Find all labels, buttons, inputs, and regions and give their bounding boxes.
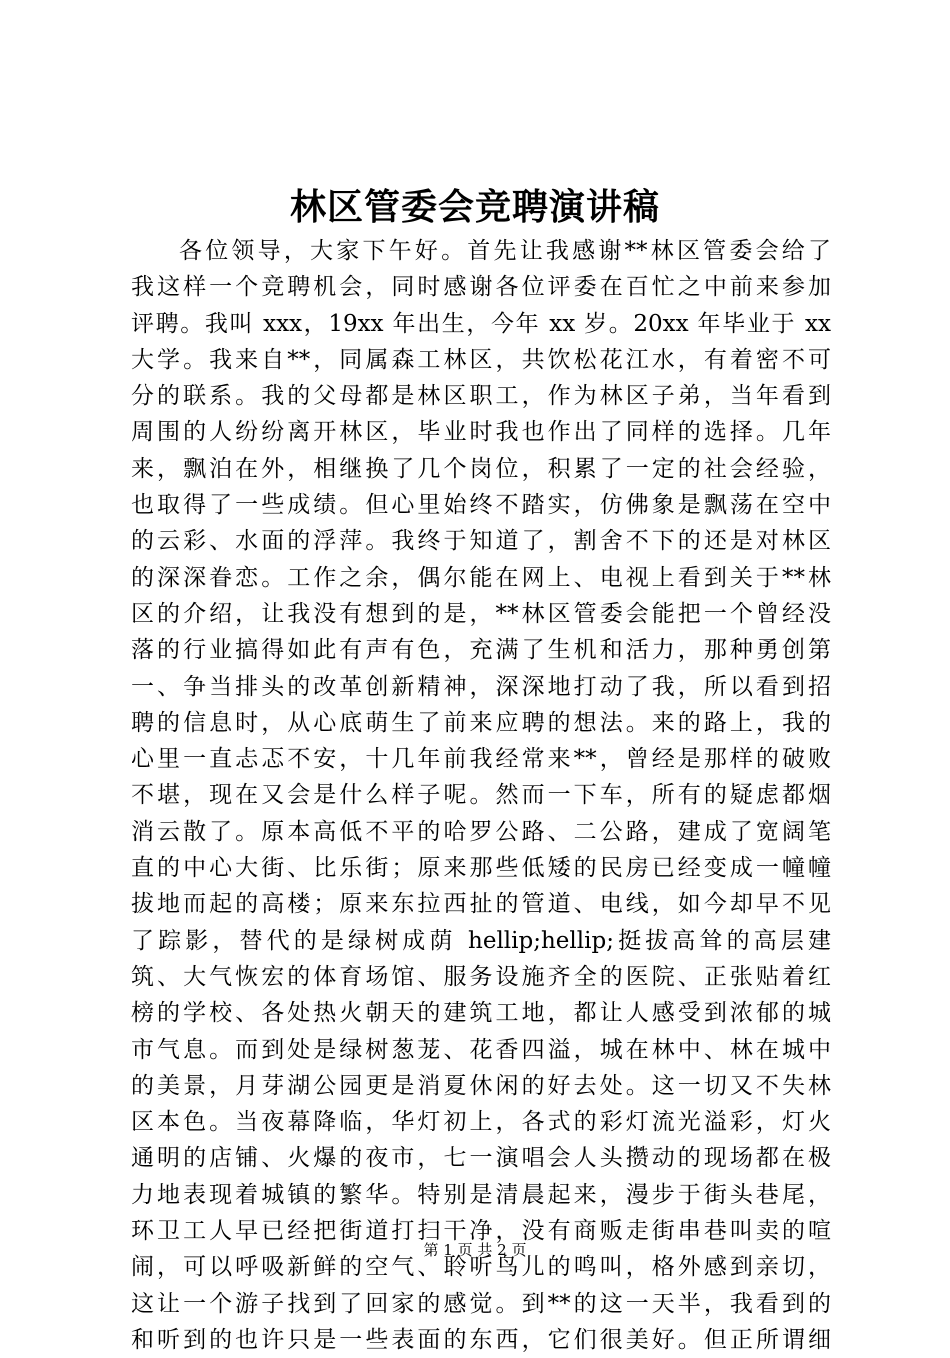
- body-line: 这让一个游子找到了回家的感觉。到**的这一天半，我看到的: [131, 1290, 831, 1317]
- body-line: 的云彩、水面的浮萍。我终于知道了，割舍不下的还是对林区: [131, 528, 831, 555]
- body-line: 不堪，现在又会是什么样子呢。然而一下车，所有的疑虑都烟: [131, 782, 831, 809]
- body-line: 落的行业搞得如此有声有色，充满了生机和活力，那种勇创第: [131, 637, 831, 664]
- body-line: 通明的店铺、火爆的夜市，七一演唱会人头攒动的现场都在极: [131, 1145, 831, 1172]
- body-line: 直的中心大街、比乐街；原来那些低矮的民房已经变成一幢幢: [131, 855, 831, 882]
- body-line: 周围的人纷纷离开林区，毕业时我也作出了同样的选择。几年: [131, 419, 831, 446]
- body-line: 环卫工人早已经把街道打扫干净，没有商贩走街串巷叫卖的喧: [131, 1218, 831, 1245]
- body-line: 消云散了。原本高低不平的哈罗公路、二公路，建成了宽阔笔: [131, 818, 831, 845]
- body-line: 来，飘泊在外，相继换了几个岗位，积累了一定的社会经验，: [131, 455, 831, 482]
- body-line: 了踪影，替代的是绿树成荫 hellip;hellip;挺拔高耸的高层建: [131, 927, 831, 954]
- body-line: 闹，可以呼吸新鲜的空气、聆听鸟儿的鸣叫，格外感到亲切，: [131, 1254, 831, 1281]
- body-line: 和听到的也许只是一些表面的东西，它们很美好。但正所谓细: [131, 1326, 831, 1353]
- body-line: 筑、大气恢宏的体育场馆、服务设施齐全的医院、正张贴着红: [131, 963, 831, 990]
- body-line: 聘的信息时，从心底萌生了前来应聘的想法。来的路上，我的: [131, 709, 831, 736]
- body-line: 的美景，月芽湖公园更是消夏休闲的好去处。这一切又不失林: [131, 1072, 831, 1099]
- page-footer: 第 1 页 共 2 页: [423, 1241, 527, 1259]
- body-line: 力地表现着城镇的繁华。特别是清晨起来，漫步于街头巷尾，: [131, 1181, 831, 1208]
- body-line: 我这样一个竞聘机会，同时感谢各位评委在百忙之中前来参加: [131, 274, 831, 301]
- body-line: 心里一直忐忑不安，十几年前我经常来**，曾经是那样的破败: [131, 746, 831, 773]
- body-line: 分的联系。我的父母都是林区职工，作为林区子弟，当年看到: [131, 383, 831, 410]
- body-line: 各位领导，大家下午好。首先让我感谢**林区管委会给了: [179, 238, 831, 264]
- body-line: 的深深眷恋。工作之余，偶尔能在网上、电视上看到关于**林: [131, 564, 831, 591]
- page-title: 林区管委会竞聘演讲稿: [289, 186, 660, 228]
- body-line: 评聘。我叫 xxx，19xx 年出生，今年 xx 岁。20xx 年毕业于 xx: [131, 310, 831, 337]
- body-line: 区的介绍，让我没有想到的是，**林区管委会能把一个曾经没: [131, 600, 831, 627]
- body-line: 也取得了一些成绩。但心里始终不踏实，仿佛象是飘荡在空中: [131, 492, 831, 519]
- speech-body: [131, 233, 831, 1358]
- body-line: 一、争当排头的改革创新精神，深深地打动了我，所以看到招: [131, 673, 831, 700]
- body-line: 拔地而起的高楼；原来东拉西扯的管道、电线，如今却早不见: [131, 891, 831, 918]
- body-line: 榜的学校、各处热火朝天的建筑工地，都让人感受到浓郁的城: [131, 1000, 831, 1027]
- body-line: 市气息。而到处是绿树葱茏、花香四溢，城在林中、林在城中: [131, 1036, 831, 1063]
- body-line: 区本色。当夜幕降临，华灯初上，各式的彩灯流光溢彩，灯火: [131, 1109, 831, 1136]
- body-line: 大学。我来自**，同属森工林区，共饮松花江水，有着密不可: [131, 346, 831, 373]
